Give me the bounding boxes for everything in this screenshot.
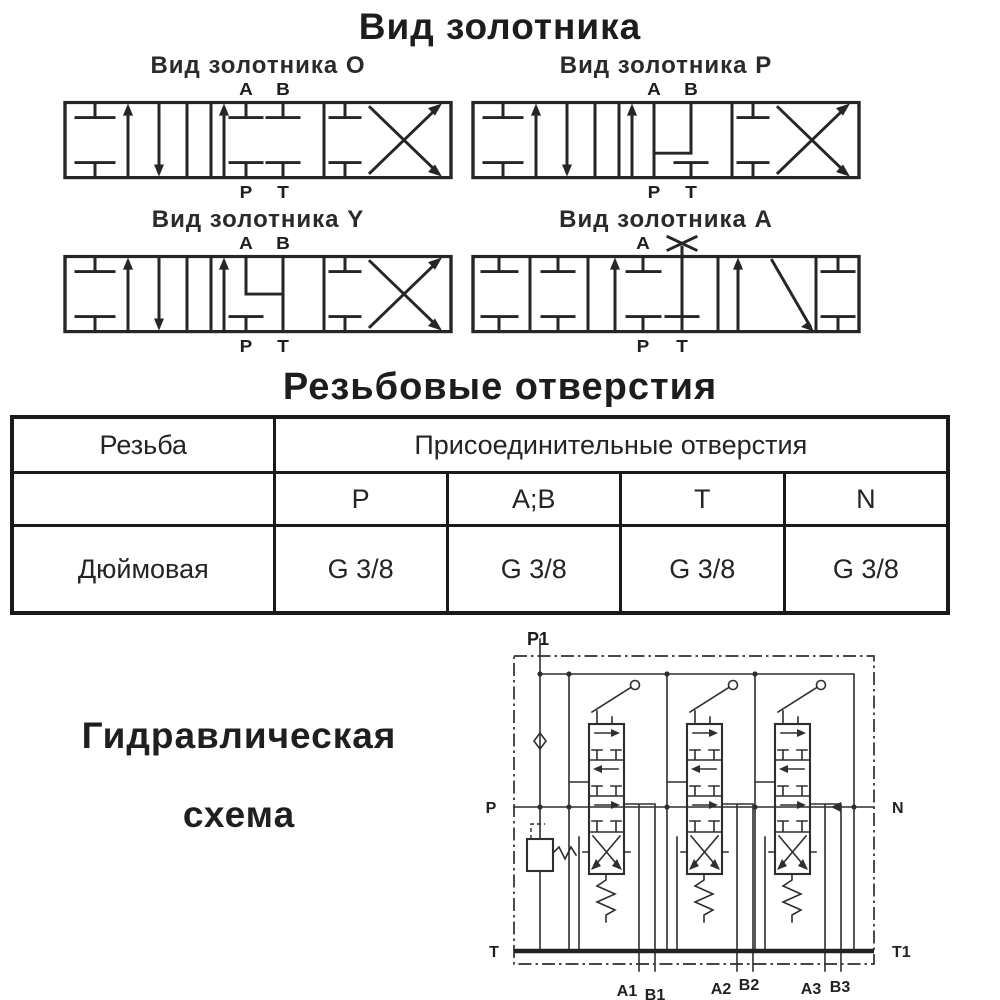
end-block-symbols [76, 257, 114, 332]
empty-cell [12, 473, 274, 526]
port-p1-label: P1 [527, 629, 550, 649]
up-arrowhead [610, 257, 620, 269]
spool-y-title: Вид золотника Y [151, 206, 365, 233]
port-a-label: A [239, 234, 253, 253]
port-p-label: P [239, 181, 253, 202]
value-p: G 3/8 [274, 526, 447, 614]
connection-holes-header: Присоединительные отверстия [274, 417, 948, 473]
dividers [595, 103, 619, 178]
subheader-ab: A;B [447, 473, 620, 526]
spool-p-title: Вид золотника P [559, 52, 773, 79]
table-row [12, 526, 948, 614]
port-p-label: P [636, 335, 650, 356]
crossed-arrows [778, 107, 844, 173]
right-blocked-ports [330, 257, 360, 332]
center-port-symbols [627, 257, 698, 332]
hydraulic-scheme-section [0, 619, 1000, 1000]
port-t-label: T [277, 335, 289, 356]
valve-section-1 [566, 671, 655, 971]
port-p-label: P [647, 181, 661, 202]
port-p-label: P [239, 335, 253, 356]
table-row [12, 417, 948, 473]
port-t-label: T [685, 181, 697, 202]
up-arrowhead-2 [733, 257, 743, 269]
junction-dot [537, 671, 542, 676]
valve-block-boundary [514, 656, 874, 964]
center-p-to-ab-connection [654, 103, 707, 178]
port-b3-label: B3 [829, 979, 851, 996]
hydraulic-scheme-title-line2: схема [182, 794, 296, 835]
spool-y-diagram [62, 234, 454, 356]
spool-a-title: Вид золотника A [559, 206, 773, 233]
table-row [12, 473, 948, 526]
down-arrowhead [154, 318, 164, 330]
value-ab: G 3/8 [447, 526, 620, 614]
port-b-label: B [276, 234, 290, 253]
relief-valve [527, 839, 553, 871]
spool-diagrams-section [0, 48, 1000, 356]
end-block-symbols [484, 103, 522, 178]
subheader-p: P [274, 473, 447, 526]
port-b1-label: B1 [644, 987, 666, 1000]
thread-table [10, 415, 950, 615]
relief-spring-icon [553, 847, 576, 859]
spool-p-diagram [470, 80, 862, 202]
page-title: Вид золотника [358, 6, 642, 47]
thread-column-header: Резьба [12, 417, 274, 473]
right-blocked-ports [738, 103, 768, 178]
hydraulic-scheme-title-line1: Гидравлическая [81, 715, 397, 756]
port-a1-label: A1 [616, 983, 638, 1000]
diagonal-arrow-line [772, 260, 810, 326]
subheader-n: N [784, 473, 948, 526]
end-block-symbols [76, 103, 114, 178]
dividers [187, 103, 211, 178]
port-t-label: T [489, 944, 499, 961]
second-block-symbols [542, 257, 574, 332]
dividers [187, 257, 211, 332]
spool-o-title: Вид золотника O [150, 52, 366, 79]
valve-section-3 [752, 671, 841, 971]
port-t1-label: T1 [892, 944, 911, 961]
spool-p-block [470, 50, 862, 202]
thread-table-title: Резьбовые отверстия [282, 366, 718, 408]
valve-section-2 [664, 671, 753, 971]
value-t: G 3/8 [620, 526, 784, 614]
port-p-label: P [485, 800, 497, 817]
up-arrowhead-2 [627, 103, 637, 115]
right-block-symbols [822, 257, 854, 332]
row-label-inch: Дюймовая [12, 526, 274, 614]
valve-body [473, 103, 859, 178]
value-n: G 3/8 [784, 526, 948, 614]
down-arrowhead [154, 164, 164, 176]
port-a-label: A [239, 80, 253, 99]
spool-y-block [62, 204, 454, 356]
port-n-label: N [892, 800, 904, 817]
crossed-arrows [370, 107, 436, 173]
spool-o-diagram [62, 80, 454, 202]
center-blocked-ports [230, 103, 299, 178]
port-b2-label: B2 [738, 977, 760, 994]
port-b-label: B [276, 80, 290, 99]
crossed-arrows [370, 261, 436, 327]
up-arrowhead [531, 103, 541, 115]
spool-a-diagram [470, 234, 862, 356]
relief-pilot-dashed-line [531, 824, 545, 839]
up-arrowhead-2 [219, 257, 229, 269]
spool-o-block [62, 50, 454, 202]
spool-a-block [470, 204, 862, 356]
port-t-label: T [676, 335, 688, 356]
port-a-label: A [636, 234, 650, 253]
port-t-label: T [277, 181, 289, 202]
up-arrowhead-2 [219, 103, 229, 115]
port-a3-label: A3 [800, 981, 822, 998]
port-a2-label: A2 [710, 981, 732, 998]
center-ab-to-t-connection [230, 257, 283, 332]
hydraulic-scheme-title [0, 619, 478, 1000]
port-a-label: A [647, 80, 661, 99]
valve-body [65, 103, 451, 178]
up-arrowhead [123, 257, 133, 269]
hydraulic-schematic-diagram [484, 619, 936, 1000]
up-arrowhead [123, 103, 133, 115]
port-b-label: B [684, 80, 698, 99]
end-block-symbols [482, 257, 517, 332]
subheader-t: T [620, 473, 784, 526]
right-blocked-ports [330, 103, 360, 178]
down-arrowhead [562, 164, 572, 176]
